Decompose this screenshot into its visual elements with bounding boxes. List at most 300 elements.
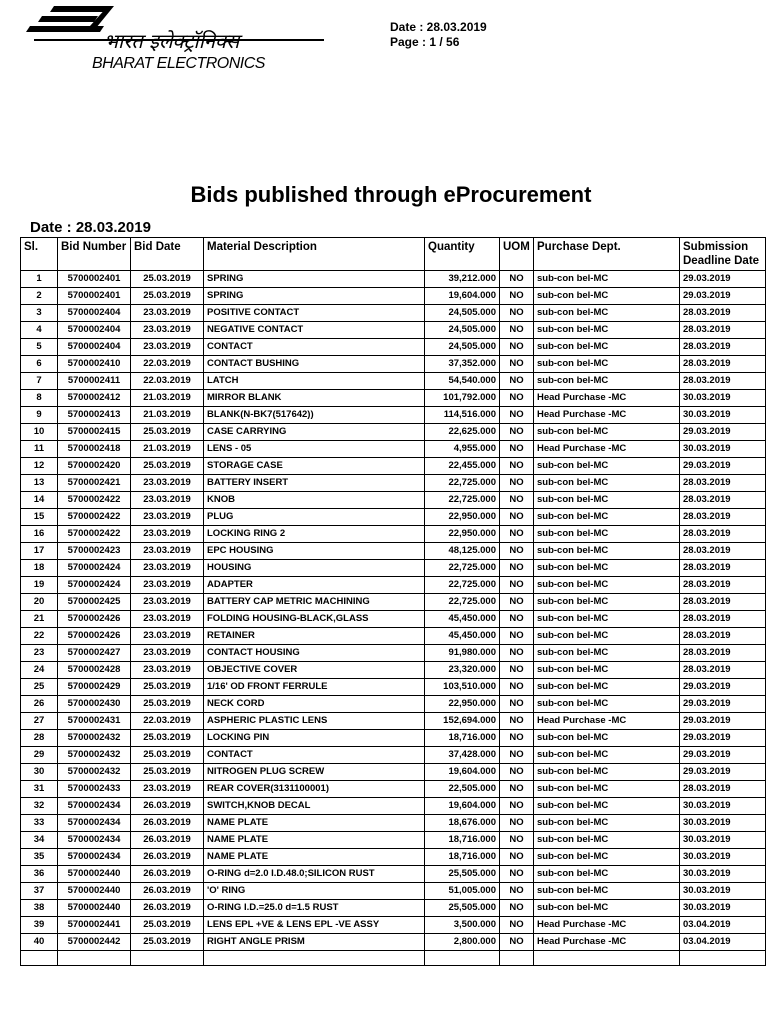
quantity-cell: 22,950.000 — [425, 526, 500, 543]
bid-date-cell: 25.03.2019 — [131, 458, 204, 475]
quantity-cell: 22,725.000 — [425, 475, 500, 492]
bid-date-cell: 25.03.2019 — [131, 288, 204, 305]
bid-date-cell: 21.03.2019 — [131, 390, 204, 407]
description-cell: NITROGEN PLUG SCREW — [204, 764, 425, 781]
empty-cell — [131, 951, 204, 966]
empty-cell — [58, 951, 131, 966]
bid-date-cell: 25.03.2019 — [131, 747, 204, 764]
purchase-dept-cell: sub-con bel-MC — [534, 305, 680, 322]
bid-date-cell: 26.03.2019 — [131, 849, 204, 866]
quantity-cell: 22,625.000 — [425, 424, 500, 441]
uom-cell: NO — [500, 543, 534, 560]
uom-cell: NO — [500, 322, 534, 339]
sl-cell: 34 — [21, 832, 58, 849]
quantity-cell: 19,604.000 — [425, 764, 500, 781]
bid-date-cell: 26.03.2019 — [131, 900, 204, 917]
table-row — [21, 577, 766, 594]
sl-cell: 27 — [21, 713, 58, 730]
sl-cell: 37 — [21, 883, 58, 900]
uom-cell: NO — [500, 628, 534, 645]
sl-cell: 17 — [21, 543, 58, 560]
uom-cell: NO — [500, 730, 534, 747]
bid-number-cell: 5700002430 — [58, 696, 131, 713]
quantity-cell: 24,505.000 — [425, 305, 500, 322]
bid-date-cell: 23.03.2019 — [131, 509, 204, 526]
purchase-dept-cell: sub-con bel-MC — [534, 526, 680, 543]
sl-cell: 2 — [21, 288, 58, 305]
purchase-dept-cell: sub-con bel-MC — [534, 662, 680, 679]
table-row — [21, 509, 766, 526]
table-row — [21, 288, 766, 305]
table-row — [21, 305, 766, 322]
table-row — [21, 747, 766, 764]
description-cell: CONTACT — [204, 747, 425, 764]
deadline-cell: 30.03.2019 — [680, 900, 766, 917]
uom-cell: NO — [500, 577, 534, 594]
sl-cell: 33 — [21, 815, 58, 832]
description-cell: REAR COVER(3131100001) — [204, 781, 425, 798]
deadline-cell: 30.03.2019 — [680, 815, 766, 832]
table-row — [21, 407, 766, 424]
deadline-cell: 30.03.2019 — [680, 798, 766, 815]
col-sl: Sl. — [21, 238, 58, 271]
sl-cell: 36 — [21, 866, 58, 883]
table-row — [21, 849, 766, 866]
bid-number-cell: 5700002415 — [58, 424, 131, 441]
empty-cell — [534, 951, 680, 966]
table-row — [21, 543, 766, 560]
table-row — [21, 475, 766, 492]
table-row — [21, 917, 766, 934]
deadline-cell: 28.03.2019 — [680, 475, 766, 492]
quantity-cell: 22,725.000 — [425, 560, 500, 577]
bid-date-cell: 22.03.2019 — [131, 356, 204, 373]
bid-number-cell: 5700002424 — [58, 560, 131, 577]
bid-date-cell: 23.03.2019 — [131, 611, 204, 628]
meta-page: Page : 1 / 56 — [390, 35, 460, 49]
deadline-cell: 28.03.2019 — [680, 577, 766, 594]
deadline-cell: 28.03.2019 — [680, 305, 766, 322]
uom-cell: NO — [500, 390, 534, 407]
deadline-cell: 30.03.2019 — [680, 390, 766, 407]
purchase-dept-cell: sub-con bel-MC — [534, 458, 680, 475]
uom-cell: NO — [500, 900, 534, 917]
table-row — [21, 832, 766, 849]
deadline-cell: 29.03.2019 — [680, 696, 766, 713]
purchase-dept-cell: sub-con bel-MC — [534, 730, 680, 747]
empty-cell — [204, 951, 425, 966]
table-row — [21, 594, 766, 611]
bid-number-cell: 5700002432 — [58, 747, 131, 764]
description-cell: RIGHT ANGLE PRISM — [204, 934, 425, 951]
table-row — [21, 373, 766, 390]
quantity-cell: 3,500.000 — [425, 917, 500, 934]
bid-date-cell: 22.03.2019 — [131, 713, 204, 730]
purchase-dept-cell: sub-con bel-MC — [534, 339, 680, 356]
bid-number-cell: 5700002427 — [58, 645, 131, 662]
quantity-cell: 25,505.000 — [425, 866, 500, 883]
deadline-cell: 28.03.2019 — [680, 509, 766, 526]
deadline-cell: 30.03.2019 — [680, 866, 766, 883]
bid-date-cell: 25.03.2019 — [131, 271, 204, 288]
bid-date-cell: 23.03.2019 — [131, 781, 204, 798]
purchase-dept-cell: Head Purchase -MC — [534, 441, 680, 458]
quantity-cell: 22,725.000 — [425, 492, 500, 509]
table-row — [21, 390, 766, 407]
description-cell: MIRROR BLANK — [204, 390, 425, 407]
empty-cell — [680, 951, 766, 966]
bid-date-cell: 26.03.2019 — [131, 866, 204, 883]
sl-cell: 18 — [21, 560, 58, 577]
deadline-cell: 28.03.2019 — [680, 526, 766, 543]
quantity-cell: 37,352.000 — [425, 356, 500, 373]
deadline-cell: 30.03.2019 — [680, 883, 766, 900]
bid-number-cell: 5700002410 — [58, 356, 131, 373]
purchase-dept-cell: Head Purchase -MC — [534, 917, 680, 934]
bid-number-cell: 5700002422 — [58, 492, 131, 509]
sl-cell: 16 — [21, 526, 58, 543]
deadline-cell: 29.03.2019 — [680, 288, 766, 305]
sl-cell: 5 — [21, 339, 58, 356]
bid-number-cell: 5700002431 — [58, 713, 131, 730]
description-cell: CONTACT BUSHING — [204, 356, 425, 373]
col-uom: UOM — [500, 238, 534, 271]
sl-cell: 11 — [21, 441, 58, 458]
description-cell: RETAINER — [204, 628, 425, 645]
quantity-cell: 51,005.000 — [425, 883, 500, 900]
bid-number-cell: 5700002421 — [58, 475, 131, 492]
description-cell: NAME PLATE — [204, 849, 425, 866]
uom-cell: NO — [500, 305, 534, 322]
description-cell: O-RING d=2.0 I.D.48.0;SILICON RUST — [204, 866, 425, 883]
uom-cell: NO — [500, 407, 534, 424]
purchase-dept-cell: sub-con bel-MC — [534, 883, 680, 900]
deadline-cell: 28.03.2019 — [680, 543, 766, 560]
uom-cell: NO — [500, 560, 534, 577]
table-row — [21, 662, 766, 679]
bid-number-cell: 5700002412 — [58, 390, 131, 407]
description-cell: BATTERY CAP METRIC MACHINING — [204, 594, 425, 611]
uom-cell: NO — [500, 458, 534, 475]
description-cell: CONTACT — [204, 339, 425, 356]
quantity-cell: 91,980.000 — [425, 645, 500, 662]
bid-date-cell: 25.03.2019 — [131, 424, 204, 441]
uom-cell: NO — [500, 373, 534, 390]
bid-number-cell: 5700002434 — [58, 849, 131, 866]
table-row — [21, 424, 766, 441]
description-cell: 'O' RING — [204, 883, 425, 900]
deadline-cell: 30.03.2019 — [680, 441, 766, 458]
bids-table — [20, 237, 766, 966]
deadline-cell: 28.03.2019 — [680, 628, 766, 645]
sl-cell: 15 — [21, 509, 58, 526]
empty-cell — [21, 951, 58, 966]
deadline-cell: 29.03.2019 — [680, 713, 766, 730]
description-cell: LENS - 05 — [204, 441, 425, 458]
bid-number-cell: 5700002434 — [58, 832, 131, 849]
col-purchase-dept: Purchase Dept. — [534, 238, 680, 271]
deadline-cell: 29.03.2019 — [680, 458, 766, 475]
bid-date-cell: 23.03.2019 — [131, 560, 204, 577]
uom-cell: NO — [500, 356, 534, 373]
table-row — [21, 339, 766, 356]
uom-cell: NO — [500, 747, 534, 764]
description-cell: NECK CORD — [204, 696, 425, 713]
description-cell: ADAPTER — [204, 577, 425, 594]
uom-cell: NO — [500, 866, 534, 883]
deadline-cell: 28.03.2019 — [680, 560, 766, 577]
bid-date-cell: 23.03.2019 — [131, 339, 204, 356]
sl-cell: 1 — [21, 271, 58, 288]
uom-cell: NO — [500, 764, 534, 781]
deadline-cell: 29.03.2019 — [680, 679, 766, 696]
bel-logo — [24, 4, 344, 74]
bid-date-cell: 23.03.2019 — [131, 628, 204, 645]
purchase-dept-cell: sub-con bel-MC — [534, 645, 680, 662]
quantity-cell: 18,716.000 — [425, 849, 500, 866]
purchase-dept-cell: sub-con bel-MC — [534, 764, 680, 781]
sl-cell: 40 — [21, 934, 58, 951]
bid-number-cell: 5700002401 — [58, 288, 131, 305]
sl-cell: 21 — [21, 611, 58, 628]
deadline-cell: 03.04.2019 — [680, 934, 766, 951]
bid-date-cell: 22.03.2019 — [131, 373, 204, 390]
sl-cell: 32 — [21, 798, 58, 815]
bel-logo-graphic — [24, 4, 344, 74]
bid-date-cell: 23.03.2019 — [131, 526, 204, 543]
uom-cell: NO — [500, 509, 534, 526]
quantity-cell: 114,516.000 — [425, 407, 500, 424]
sl-cell: 29 — [21, 747, 58, 764]
table-row — [21, 934, 766, 951]
quantity-cell: 4,955.000 — [425, 441, 500, 458]
description-cell: LATCH — [204, 373, 425, 390]
sl-cell: 9 — [21, 407, 58, 424]
bid-number-cell: 5700002404 — [58, 305, 131, 322]
uom-cell: NO — [500, 917, 534, 934]
bid-date-cell: 26.03.2019 — [131, 815, 204, 832]
description-cell: NAME PLATE — [204, 815, 425, 832]
purchase-dept-cell: sub-con bel-MC — [534, 594, 680, 611]
purchase-dept-cell: sub-con bel-MC — [534, 866, 680, 883]
page-title: Bids published through eProcurement — [190, 182, 592, 207]
deadline-cell: 28.03.2019 — [680, 781, 766, 798]
sl-cell: 30 — [21, 764, 58, 781]
table-body — [21, 271, 766, 966]
purchase-dept-cell: sub-con bel-MC — [534, 628, 680, 645]
table-row — [21, 458, 766, 475]
bid-number-cell: 5700002426 — [58, 611, 131, 628]
bid-number-cell: 5700002428 — [58, 662, 131, 679]
table-row — [21, 696, 766, 713]
deadline-cell: 28.03.2019 — [680, 356, 766, 373]
table-row — [21, 645, 766, 662]
sl-cell: 26 — [21, 696, 58, 713]
bid-date-cell: 21.03.2019 — [131, 441, 204, 458]
description-cell: 1/16' OD FRONT FERRULE — [204, 679, 425, 696]
description-cell: BLANK(N-BK7(517642)) — [204, 407, 425, 424]
description-cell: BATTERY INSERT — [204, 475, 425, 492]
deadline-cell: 29.03.2019 — [680, 747, 766, 764]
bid-date-cell: 23.03.2019 — [131, 322, 204, 339]
purchase-dept-cell: sub-con bel-MC — [534, 322, 680, 339]
purchase-dept-cell: sub-con bel-MC — [534, 832, 680, 849]
meta-date: Date : 28.03.2019 — [390, 20, 487, 34]
sl-cell: 14 — [21, 492, 58, 509]
quantity-cell: 39,212.000 — [425, 271, 500, 288]
sl-cell: 24 — [21, 662, 58, 679]
table-row — [21, 356, 766, 373]
uom-cell: NO — [500, 424, 534, 441]
quantity-cell: 18,676.000 — [425, 815, 500, 832]
col-quantity: Quantity — [425, 238, 500, 271]
description-cell: LOCKING PIN — [204, 730, 425, 747]
sl-cell: 3 — [21, 305, 58, 322]
uom-cell: NO — [500, 696, 534, 713]
description-cell: KNOB — [204, 492, 425, 509]
bid-number-cell: 5700002440 — [58, 866, 131, 883]
bid-date-cell: 23.03.2019 — [131, 645, 204, 662]
description-cell: LOCKING RING 2 — [204, 526, 425, 543]
table-row — [21, 526, 766, 543]
purchase-dept-cell: sub-con bel-MC — [534, 611, 680, 628]
deadline-cell: 03.04.2019 — [680, 917, 766, 934]
deadline-cell: 28.03.2019 — [680, 373, 766, 390]
deadline-cell: 30.03.2019 — [680, 407, 766, 424]
bid-number-cell: 5700002440 — [58, 883, 131, 900]
table-row — [21, 713, 766, 730]
uom-cell: NO — [500, 662, 534, 679]
uom-cell: NO — [500, 339, 534, 356]
bid-date-cell: 26.03.2019 — [131, 832, 204, 849]
table-row — [21, 441, 766, 458]
sl-cell: 7 — [21, 373, 58, 390]
empty-row — [21, 951, 766, 966]
date-heading: Date : 28.03.2019 — [30, 219, 151, 236]
bid-number-cell: 5700002440 — [58, 900, 131, 917]
purchase-dept-cell: sub-con bel-MC — [534, 849, 680, 866]
purchase-dept-cell: Head Purchase -MC — [534, 713, 680, 730]
uom-cell: NO — [500, 441, 534, 458]
bid-date-cell: 25.03.2019 — [131, 679, 204, 696]
sl-cell: 6 — [21, 356, 58, 373]
uom-cell: NO — [500, 288, 534, 305]
logo-english-text: BHARAT ELECTRONICS — [92, 55, 265, 72]
deadline-cell: 29.03.2019 — [680, 271, 766, 288]
bid-number-cell: 5700002401 — [58, 271, 131, 288]
bid-number-cell: 5700002442 — [58, 934, 131, 951]
table-row — [21, 492, 766, 509]
deadline-cell: 28.03.2019 — [680, 492, 766, 509]
purchase-dept-cell: sub-con bel-MC — [534, 424, 680, 441]
bid-number-cell: 5700002418 — [58, 441, 131, 458]
sl-cell: 31 — [21, 781, 58, 798]
table-row — [21, 611, 766, 628]
uom-cell: NO — [500, 713, 534, 730]
table-row — [21, 628, 766, 645]
bid-date-cell: 23.03.2019 — [131, 543, 204, 560]
bid-number-cell: 5700002404 — [58, 339, 131, 356]
deadline-cell: 29.03.2019 — [680, 730, 766, 747]
purchase-dept-cell: sub-con bel-MC — [534, 781, 680, 798]
bid-date-cell: 25.03.2019 — [131, 917, 204, 934]
description-cell: STORAGE CASE — [204, 458, 425, 475]
uom-cell: NO — [500, 645, 534, 662]
table-row — [21, 798, 766, 815]
table-row — [21, 560, 766, 577]
bid-number-cell: 5700002434 — [58, 815, 131, 832]
sl-cell: 13 — [21, 475, 58, 492]
uom-cell: NO — [500, 526, 534, 543]
table-row — [21, 900, 766, 917]
table-row — [21, 815, 766, 832]
bid-number-cell: 5700002413 — [58, 407, 131, 424]
bid-number-cell: 5700002423 — [58, 543, 131, 560]
bid-number-cell: 5700002426 — [58, 628, 131, 645]
page-meta — [390, 20, 487, 50]
deadline-cell: 30.03.2019 — [680, 849, 766, 866]
quantity-cell: 19,604.000 — [425, 288, 500, 305]
quantity-cell: 45,450.000 — [425, 628, 500, 645]
uom-cell: NO — [500, 832, 534, 849]
bid-number-cell: 5700002411 — [58, 373, 131, 390]
uom-cell: NO — [500, 798, 534, 815]
purchase-dept-cell: sub-con bel-MC — [534, 815, 680, 832]
quantity-cell: 19,604.000 — [425, 798, 500, 815]
bid-number-cell: 5700002425 — [58, 594, 131, 611]
uom-cell: NO — [500, 679, 534, 696]
deadline-cell: 28.03.2019 — [680, 322, 766, 339]
bid-number-cell: 5700002432 — [58, 764, 131, 781]
uom-cell: NO — [500, 934, 534, 951]
table-row — [21, 679, 766, 696]
bid-date-cell: 23.03.2019 — [131, 305, 204, 322]
purchase-dept-cell: sub-con bel-MC — [534, 271, 680, 288]
quantity-cell: 37,428.000 — [425, 747, 500, 764]
deadline-cell: 28.03.2019 — [680, 662, 766, 679]
table-row — [21, 764, 766, 781]
description-cell: OBJECTIVE COVER — [204, 662, 425, 679]
uom-cell: NO — [500, 475, 534, 492]
description-cell: NEGATIVE CONTACT — [204, 322, 425, 339]
bid-number-cell: 5700002434 — [58, 798, 131, 815]
purchase-dept-cell: sub-con bel-MC — [534, 577, 680, 594]
bid-date-cell: 23.03.2019 — [131, 662, 204, 679]
bid-date-cell: 23.03.2019 — [131, 492, 204, 509]
purchase-dept-cell: sub-con bel-MC — [534, 560, 680, 577]
deadline-cell: 28.03.2019 — [680, 594, 766, 611]
empty-cell — [500, 951, 534, 966]
purchase-dept-cell: sub-con bel-MC — [534, 509, 680, 526]
purchase-dept-cell: sub-con bel-MC — [534, 798, 680, 815]
purchase-dept-cell: sub-con bel-MC — [534, 475, 680, 492]
quantity-cell: 23,320.000 — [425, 662, 500, 679]
col-bid-date: Bid Date — [131, 238, 204, 271]
uom-cell: NO — [500, 815, 534, 832]
bid-date-cell: 23.03.2019 — [131, 594, 204, 611]
quantity-cell: 22,505.000 — [425, 781, 500, 798]
quantity-cell: 24,505.000 — [425, 322, 500, 339]
quantity-cell: 2,800.000 — [425, 934, 500, 951]
quantity-cell: 18,716.000 — [425, 730, 500, 747]
deadline-cell: 28.03.2019 — [680, 339, 766, 356]
quantity-cell: 45,450.000 — [425, 611, 500, 628]
quantity-cell: 22,725.000 — [425, 594, 500, 611]
table-row — [21, 866, 766, 883]
bid-date-cell: 21.03.2019 — [131, 407, 204, 424]
sl-cell: 35 — [21, 849, 58, 866]
bid-date-cell: 25.03.2019 — [131, 934, 204, 951]
